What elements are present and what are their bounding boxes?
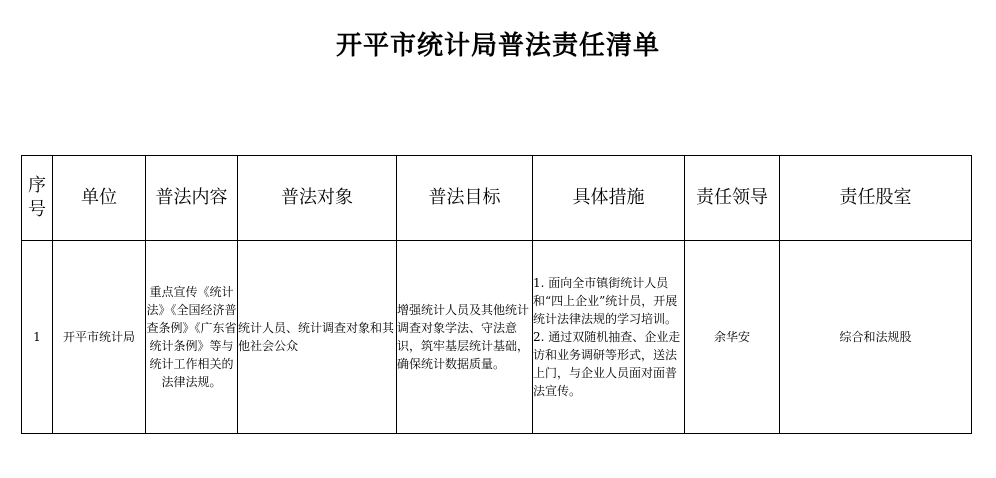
cell-leader: 余华安 <box>685 241 780 434</box>
header-seq: 序号 <box>22 156 53 241</box>
table-row <box>22 241 972 434</box>
cell-unit: 开平市统计局 <box>53 241 146 434</box>
table-body <box>22 241 972 434</box>
measure-item: 2. 通过双随机抽查、企业走访和业务调研等形式，送法上门，与企业人员面对面普法宣传。 <box>533 330 681 398</box>
header-row <box>22 156 972 241</box>
cell-seq: 1 <box>22 241 53 434</box>
cell-content: 重点宣传《统计法》《全国经济普查条例》《广东省统计条例》等与统计工作相关的法律法规。 <box>146 241 238 434</box>
cell-target: 统计人员、统计调查对象和其他社会公众 <box>238 241 397 434</box>
cell-dept: 综合和法规股 <box>780 241 972 434</box>
header-leader: 责任领导 <box>685 156 780 241</box>
header-target: 普法对象 <box>238 156 397 241</box>
cell-goal: 增强统计人员及其他统计调查对象学法、守法意识，筑牢基层统计基础，确保统计数据质量。 <box>397 241 533 434</box>
cell-measures <box>533 241 685 434</box>
header-measures: 具体措施 <box>533 156 685 241</box>
document-title: 开平市统计局普法责任清单 <box>335 31 660 61</box>
measure-item: 1. 面向全市镇街统计人员和“四上企业”统计员，开展统计法律法规的学习培训。 <box>533 276 678 326</box>
header-goal: 普法目标 <box>397 156 533 241</box>
duty-list-table <box>21 155 972 434</box>
header-content: 普法内容 <box>146 156 238 241</box>
header-unit: 单位 <box>53 156 146 241</box>
header-dept: 责任股室 <box>780 156 972 241</box>
table-header <box>22 156 972 241</box>
